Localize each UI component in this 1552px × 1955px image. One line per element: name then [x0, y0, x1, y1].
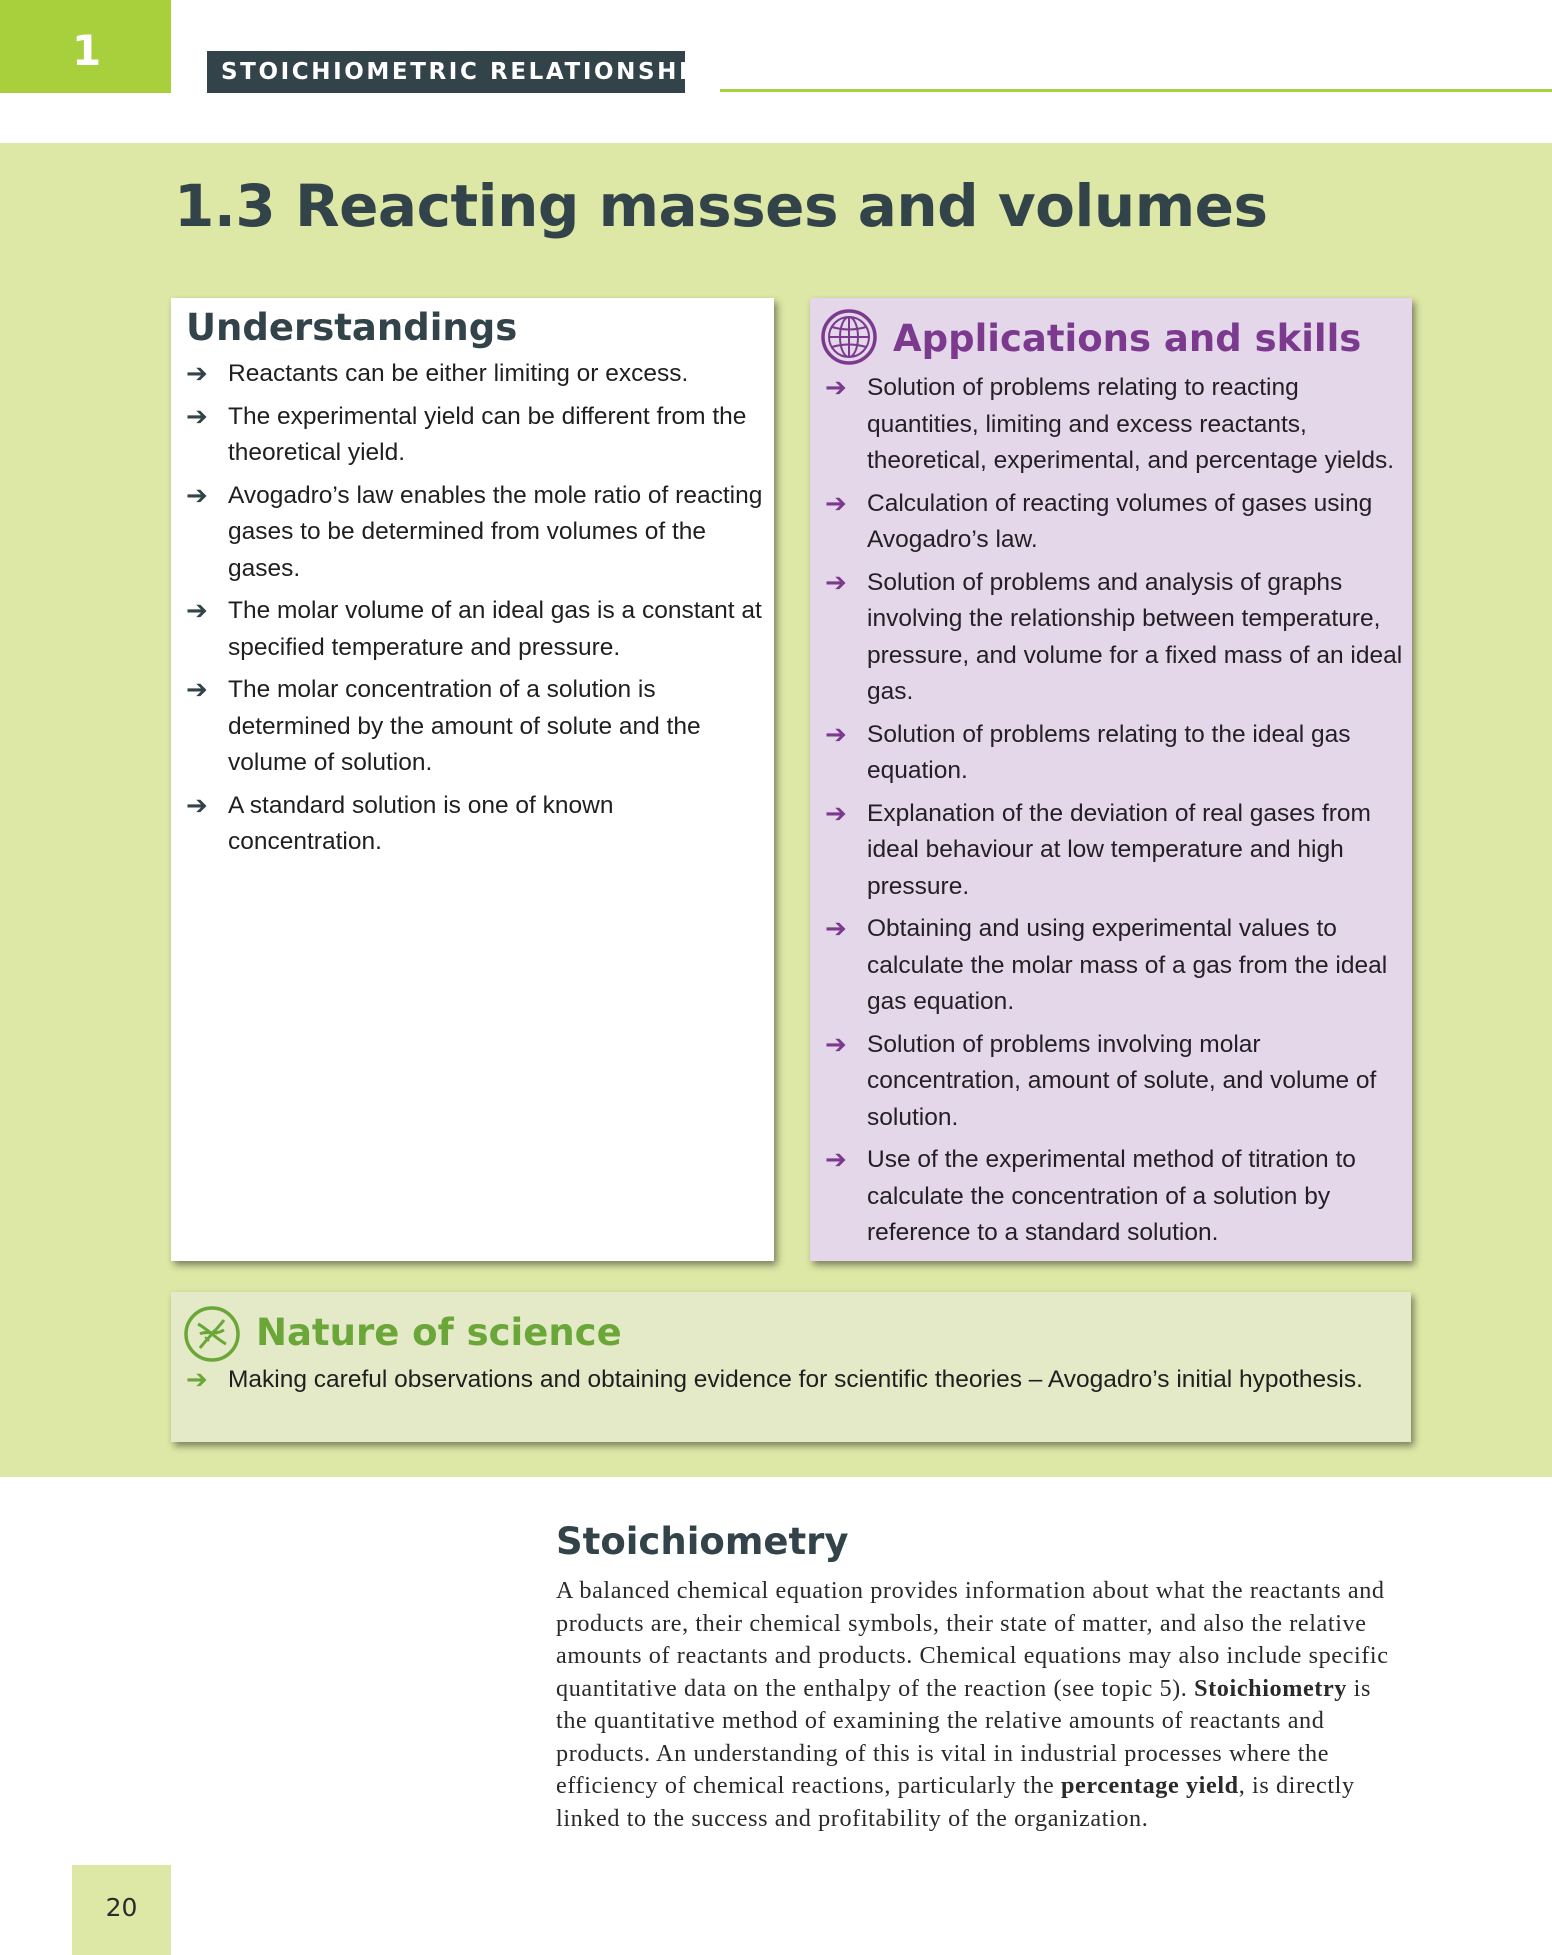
- arrow-icon: ➔: [825, 567, 847, 598]
- arrow-icon: ➔: [825, 373, 847, 403]
- arrow-icon: ➔: [186, 401, 208, 432]
- paragraph-text: A balanced chemical equation provides information about what the reactants and products are, their chemical symbols, their state of matter, and also the relative amounts of reactants and products. Chemical equations may also include specific quantitative data on the enthalpy of the reaction (see topic 5).: [556, 1577, 1389, 1702]
- header-rule: [720, 89, 1552, 92]
- globe-icon: [821, 309, 877, 365]
- list-item-text: The experimental yield can be different from the theoretical yield.: [228, 402, 747, 466]
- list-item-text: Making careful observations and obtaining evidence for scientific theories – Avogadro’s initial hypothesis.: [228, 1366, 1363, 1393]
- list-item-text: Solution of problems and analysis of graphs involving the relationship between temperature, pressure, and volume for a fixed mass of an ideal gas.: [867, 568, 1403, 705]
- list-item: [825, 796, 1409, 906]
- section-title: 1.3 Reacting masses and volumes: [174, 172, 1268, 240]
- page-number-tab: [72, 1865, 171, 1955]
- list-item-text: Calculation of reacting volumes of gases using Avogadro’s law.: [867, 489, 1373, 553]
- arrow-icon: ➔: [825, 488, 847, 519]
- stoichiometry-paragraph: [556, 1575, 1406, 1835]
- list-item: [186, 1362, 1386, 1399]
- list-item-text: Reactants can be either limiting or excess.: [228, 360, 689, 387]
- list-item-text: Solution of problems relating to the ideal gas equation.: [867, 720, 1351, 784]
- list-item-text: A standard solution is one of known concentration.: [228, 791, 614, 855]
- nature-of-science-list: [186, 1362, 1386, 1405]
- nature-of-science-heading: Nature of science: [256, 1311, 622, 1354]
- key-term: percentage yield: [1060, 1772, 1239, 1799]
- understandings-box: [171, 298, 774, 1261]
- list-item-text: Solution of problems involving molar concentration, amount of solute, and volume of solution.: [867, 1030, 1377, 1131]
- nature-of-science-box: [171, 1292, 1411, 1442]
- list-item: [825, 565, 1409, 711]
- arrow-icon: ➔: [186, 790, 208, 821]
- list-item: [825, 717, 1409, 790]
- arrow-icon: ➔: [825, 914, 847, 944]
- list-item-text: The molar concentration of a solution is determined by the amount of solute and the volume of solution.: [228, 676, 701, 776]
- arrow-icon: ➔: [825, 719, 847, 750]
- dna-helix-icon: [184, 1306, 240, 1362]
- arrow-icon: ➔: [186, 675, 208, 705]
- list-item: [825, 1142, 1409, 1252]
- arrow-icon: ➔: [825, 1145, 847, 1175]
- list-item: [186, 593, 768, 666]
- arrow-icon: ➔: [825, 798, 847, 829]
- applications-list: [825, 370, 1409, 1258]
- applications-heading: Applications and skills: [893, 317, 1362, 360]
- understandings-heading: Understandings: [186, 306, 518, 349]
- list-item-text: Use of the experimental method of titration to calculate the concentration of a solution by reference to a standard solution.: [867, 1146, 1356, 1246]
- list-item: [825, 911, 1409, 1021]
- list-item-text: Obtaining and using experimental values to calculate the molar mass of a gas from the ideal gas equation.: [867, 915, 1388, 1015]
- chapter-tab: [0, 0, 171, 93]
- stoichiometry-heading: Stoichiometry: [556, 1520, 849, 1563]
- list-item-text: Solution of problems relating to reacting quantities, limiting and excess reactants, theoretical, experimental, and percentage yields.: [867, 374, 1395, 474]
- understandings-list: [186, 356, 768, 867]
- chapter-header: STOICHIOMETRIC RELATIONSHIPS: [207, 51, 685, 93]
- list-item: [186, 672, 768, 782]
- list-item: [186, 788, 768, 861]
- list-item: [186, 399, 768, 472]
- list-item: [186, 356, 768, 393]
- list-item: [825, 486, 1409, 559]
- arrow-icon: ➔: [825, 1029, 847, 1060]
- arrow-icon: ➔: [186, 359, 208, 389]
- list-item-text: The molar volume of an ideal gas is a constant at specified temperature and pressure.: [228, 597, 762, 661]
- paragraph-text: is the quantitative method of examining the relative amounts of reactants and products. An understanding of this is vital in industrial processes where the efficiency of chemical reactions, particularly the: [556, 1674, 1371, 1799]
- list-item: [186, 478, 768, 588]
- list-item-text: Avogadro’s law enables the mole ratio of reacting gases to be determined from volumes of the gases.: [228, 481, 763, 582]
- paragraph-text: , is directly linked to the success and profitability of the organization.: [556, 1772, 1355, 1832]
- list-item-text: Explanation of the deviation of real gases from ideal behaviour at low temperature and high pressure.: [867, 799, 1371, 900]
- list-item: [825, 1027, 1409, 1137]
- arrow-icon: ➔: [186, 596, 208, 626]
- page-number: 20: [105, 1893, 138, 1922]
- applications-box: [810, 298, 1412, 1261]
- arrow-icon: ➔: [186, 1365, 208, 1395]
- arrow-icon: ➔: [186, 480, 208, 511]
- key-term: Stoichiometry: [1194, 1674, 1347, 1702]
- list-item: [825, 370, 1409, 480]
- chapter-number: 1: [72, 26, 102, 75]
